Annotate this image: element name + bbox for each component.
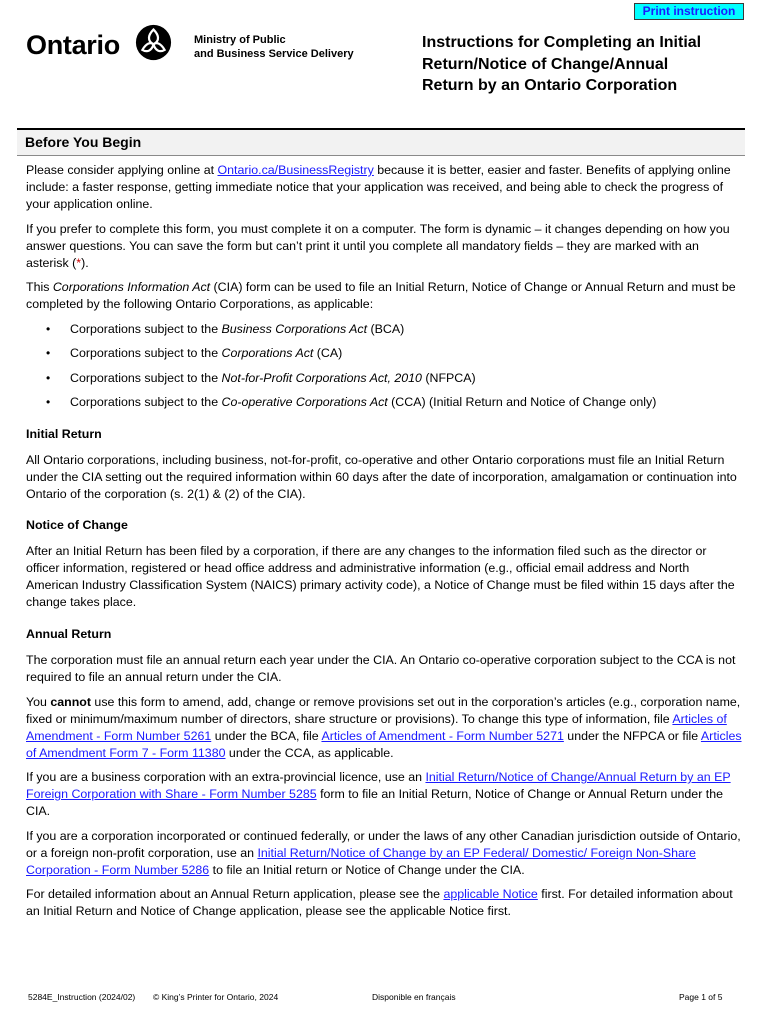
computer-paragraph	[26, 221, 742, 272]
act-name: Business Corporations Act	[221, 321, 368, 336]
cannot-amend-paragraph	[26, 694, 742, 762]
text: (NFPCA)	[421, 370, 476, 385]
bullet-icon: •	[46, 321, 51, 336]
list-item	[26, 370, 742, 395]
act-name: Corporations Act	[221, 346, 314, 361]
ministry-line-2: and Business Service Delivery	[194, 48, 354, 60]
copyright: © King’s Printer for Ontario, 2024	[153, 992, 279, 1002]
text: You	[26, 694, 51, 709]
instructions-content	[26, 162, 742, 928]
page-number: Page 1 of 5	[679, 992, 723, 1002]
form-5286-link[interactable]: Initial Return/Notice of Change by an EP Federal/ Domestic/ Foreign Non-Share Corporation - Form Number 5286	[26, 845, 696, 877]
detail-paragraph	[26, 886, 742, 920]
text: ).	[81, 255, 89, 270]
page-footer	[28, 992, 728, 1004]
ministry-line-1: Ministry of Public	[194, 34, 286, 46]
form-code: 5284E_Instruction (2024/02)	[28, 992, 136, 1002]
text: (CIA) form can be used to file an Initial Return, Notice of Change or Annual Return and must be completed by the following Ontario Corporations, as applicable:	[26, 280, 736, 312]
bullet-icon: •	[46, 370, 51, 385]
initial-return-heading: Initial Return	[26, 426, 102, 441]
applicable-notice-link[interactable]: applicable Notice	[443, 887, 538, 902]
section-title: Before You Begin	[25, 134, 142, 150]
text: under the CCA, as applicable.	[225, 745, 394, 760]
form-11380-link[interactable]: Articles of Amendment Form 7 - Form 11380	[26, 728, 742, 760]
text: Please consider applying online at	[26, 163, 218, 177]
act-name: Not-for-Profit Corporations Act, 2010	[221, 370, 422, 385]
text: (CCA) (Initial Return and Notice of Change only)	[387, 395, 657, 410]
text: If you are a corporation incorporated or continued federally, or under the laws of any other Canadian jurisdiction outside of Ontario, or a foreign non-profit corporation, use an	[26, 828, 741, 860]
trillium-icon	[135, 24, 172, 61]
act-name: Co-operative Corporations Act	[221, 395, 388, 410]
list-item	[26, 345, 742, 370]
text: (BCA)	[367, 321, 405, 336]
text: Corporations subject to the	[70, 321, 222, 336]
text: under the NFPCA or file	[563, 728, 701, 743]
text: form to file an Initial Return, Notice of Change or Annual Return under the CIA.	[26, 787, 723, 819]
logo-text: Ontario	[26, 30, 120, 60]
bullet-icon: •	[46, 395, 51, 410]
french-availability: Disponible en français	[372, 992, 456, 1002]
bullet-icon: •	[46, 346, 51, 361]
section-header-bar	[17, 128, 745, 156]
annual-return-text: The corporation must file an annual return each year under the CIA. An Ontario co-operative corporation subject to the CCA is not required to file an annual return under the CIA.	[26, 652, 736, 684]
text: If you are a business corporation with an extra-provincial licence, use an	[26, 770, 426, 785]
title-line-2: Return/Notice of Change/Annual	[422, 55, 669, 73]
text: under the BCA, file	[211, 728, 322, 743]
text: Corporations subject to the	[70, 395, 222, 410]
text: because it is better, easier and faster. Benefits of applying online include: a faster response, getting immediate notice that your application was received, and being able to check the progress of your application online.	[26, 163, 731, 211]
notice-of-change-text: After an Initial Return has been filed by a corporation, if there are any changes to the information filed such as the director or officer information, registered or head office address and administrative information (e.g., official email address and North American Industry Classification System (NAICS) primary activity code), a Notice of Change must be filed within 15 days after the change takes place.	[26, 544, 735, 610]
document-title	[422, 32, 752, 97]
text: Corporations subject to the	[70, 346, 222, 361]
title-line-1: Instructions for Completing an Initial	[422, 34, 702, 51]
print-instruction-button[interactable]: Print instruction	[634, 3, 744, 20]
text: This	[26, 280, 53, 295]
form-5285-link[interactable]: Initial Return/Notice of Change/Annual Return by an EP Foreign Corporation with Share - Form Number 5285	[26, 770, 731, 802]
act-name: Corporations Information Act	[52, 280, 211, 295]
list-item	[26, 321, 742, 346]
online-paragraph	[26, 162, 742, 213]
text: If you prefer to complete this form, you must complete it on a computer. The form is dynamic – it changes depending on how you answer questions. You can save the form but can’t print it until you complete all mandatory fields – they are marked with an asterisk (	[26, 221, 730, 270]
text: Corporations subject to the	[70, 370, 222, 385]
text: to file an Initial return or Notice of Change under the CIA.	[209, 862, 525, 877]
initial-return-text: All Ontario corporations, including business, not-for-profit, co-operative and other Ontario corporations must file an Initial Return under the CIA setting out the required information within 60 days after the date of incorporation, amalgamation or continuation into Ontario of the corporation (s. 2(1) & (2) of the CIA).	[26, 452, 737, 501]
text: first. For detailed information about an Initial Return and Notice of Change application, please see the applicable Notice first.	[26, 887, 733, 919]
text: use this form to amend, add, change or remove provisions set out in the corporation’s articles (e.g., corporation name, fixed or minimum/maximum number of directors, share structure or provisions). To change this type of information, file	[26, 694, 741, 726]
form-5261-link[interactable]: Articles of Amendment - Form Number 5261	[26, 711, 727, 743]
extra-provincial-paragraph	[26, 769, 742, 820]
text: For detailed information about an Annual Return application, please see the	[26, 887, 444, 902]
emphasis: cannot	[50, 694, 91, 709]
form-5271-link[interactable]: Articles of Amendment - Form Number 5271	[321, 728, 564, 743]
title-line-3: Return by an Ontario Corporation	[422, 77, 678, 94]
ministry-name	[194, 33, 354, 61]
list-item	[26, 394, 742, 419]
corporation-type-list	[26, 321, 742, 419]
annual-return-heading: Annual Return	[26, 626, 112, 641]
required-asterisk: *	[76, 255, 82, 270]
cia-paragraph	[26, 279, 742, 313]
text: (CA)	[313, 346, 343, 361]
business-registry-link[interactable]: Ontario.ca/BusinessRegistry	[217, 163, 374, 177]
federal-paragraph	[26, 828, 742, 879]
notice-of-change-heading: Notice of Change	[26, 518, 128, 533]
